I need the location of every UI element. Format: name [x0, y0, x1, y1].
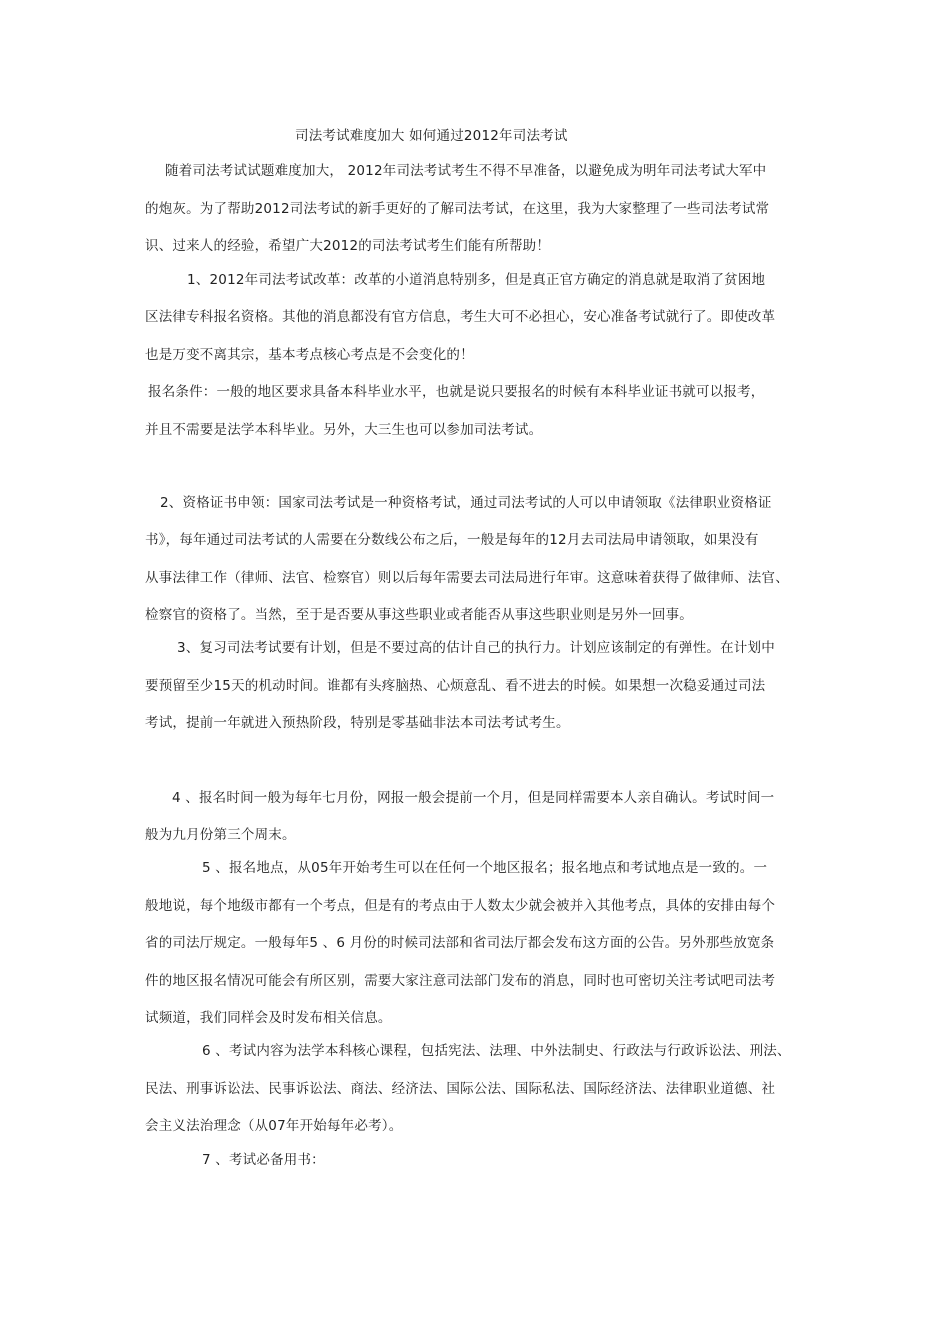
body-line: 4 、报名时间一般为每年七月份，网报一般会提前一个月，但是同样需要本人亲自确认。考试时间一	[172, 790, 775, 806]
body-line: 6 、考试内容为法学本科核心课程，包括宪法、法理、中外法制史、行政法与行政诉讼法、刑法、	[202, 1043, 791, 1059]
body-line: 并且不需要是法学本科毕业。另外，大三生也可以参加司法考试。	[145, 422, 543, 438]
body-line: 2、资格证书申领：国家司法考试是一种资格考试，通过司法考试的人可以申请领取《法律职业资格证	[160, 495, 772, 511]
body-line: 从事法律工作（律师、法官、检察官）则以后每年需要去司法局进行年审。这意味着获得了做律师、法官、	[145, 570, 789, 586]
body-line: 随着司法考试试题难度加大， 2012年司法考试考生不得不早准备，以避免成为明年司法考试大军中	[165, 163, 767, 179]
body-line: 识、过来人的经验，希望广大2012的司法考试考生们能有所帮助！	[145, 238, 551, 254]
body-line: 报名条件：一般的地区要求具备本科毕业水平，也就是说只要报名的时候有本科毕业证书就可以报考，	[148, 384, 765, 400]
document-title: 司法考试难度加大 如何通过2012年司法考试	[295, 128, 568, 144]
body-line: 1、2012年司法考试改革：改革的小道消息特别多，但是真正官方确定的消息就是取消了贫困地	[187, 272, 766, 288]
body-line: 检察官的资格了。当然，至于是否要从事这些职业或者能否从事这些职业则是另外一回事。	[145, 607, 693, 623]
body-line: 试频道，我们同样会及时发布相关信息。	[145, 1010, 392, 1026]
body-line: 省的司法厅规定。一般每年5 、6 月份的时候司法部和省司法厅都会发布这方面的公告。另外那些放宽条	[145, 935, 775, 951]
body-line: 民法、刑事诉讼法、民事诉讼法、商法、经济法、国际公法、国际私法、国际经济法、法律职业道德、社	[145, 1081, 776, 1097]
body-line: 5 、报名地点，从05年开始考生可以在任何一个地区报名；报名地点和考试地点是一致的。一	[202, 860, 768, 876]
body-line: 般地说，每个地级市都有一个考点，但是有的考点由于人数太少就会被并入其他考点，具体的安排由每个	[145, 898, 776, 914]
body-line: 书》，每年通过司法考试的人需要在分数线公布之后，一般是每年的12月去司法局申请领取，如果没有	[145, 532, 759, 548]
body-line: 考试，提前一年就进入预热阶段，特别是零基础非法本司法考试考生。	[145, 715, 570, 731]
body-line: 件的地区报名情况可能会有所区别，需要大家注意司法部门发布的消息，同时也可密切关注考试吧司法考	[145, 973, 776, 989]
body-line: 般为九月份第三个周末。	[145, 827, 296, 843]
body-line: 3、复习司法考试要有计划，但是不要过高的估计自己的执行力。计划应该制定的有弹性。在计划中	[177, 640, 775, 656]
body-line: 7 、考试必备用书：	[202, 1152, 325, 1168]
body-line: 会主义法治理念（从07年开始每年必考）。	[145, 1118, 403, 1134]
body-line: 也是万变不离其宗，基本考点核心考点是不会变化的！	[145, 347, 474, 363]
body-line: 区法律专科报名资格。其他的消息都没有官方信息，考生大可不必担心，安心准备考试就行了。即使改革	[145, 309, 776, 325]
body-line: 要预留至少15天的机动时间。谁都有头疼脑热、心烦意乱、看不进去的时候。如果想一次稳妥通过司法	[145, 678, 766, 694]
body-line: 的炮灰。为了帮助2012司法考试的新手更好的了解司法考试，在这里，我为大家整理了一些司法考试常	[145, 201, 770, 217]
